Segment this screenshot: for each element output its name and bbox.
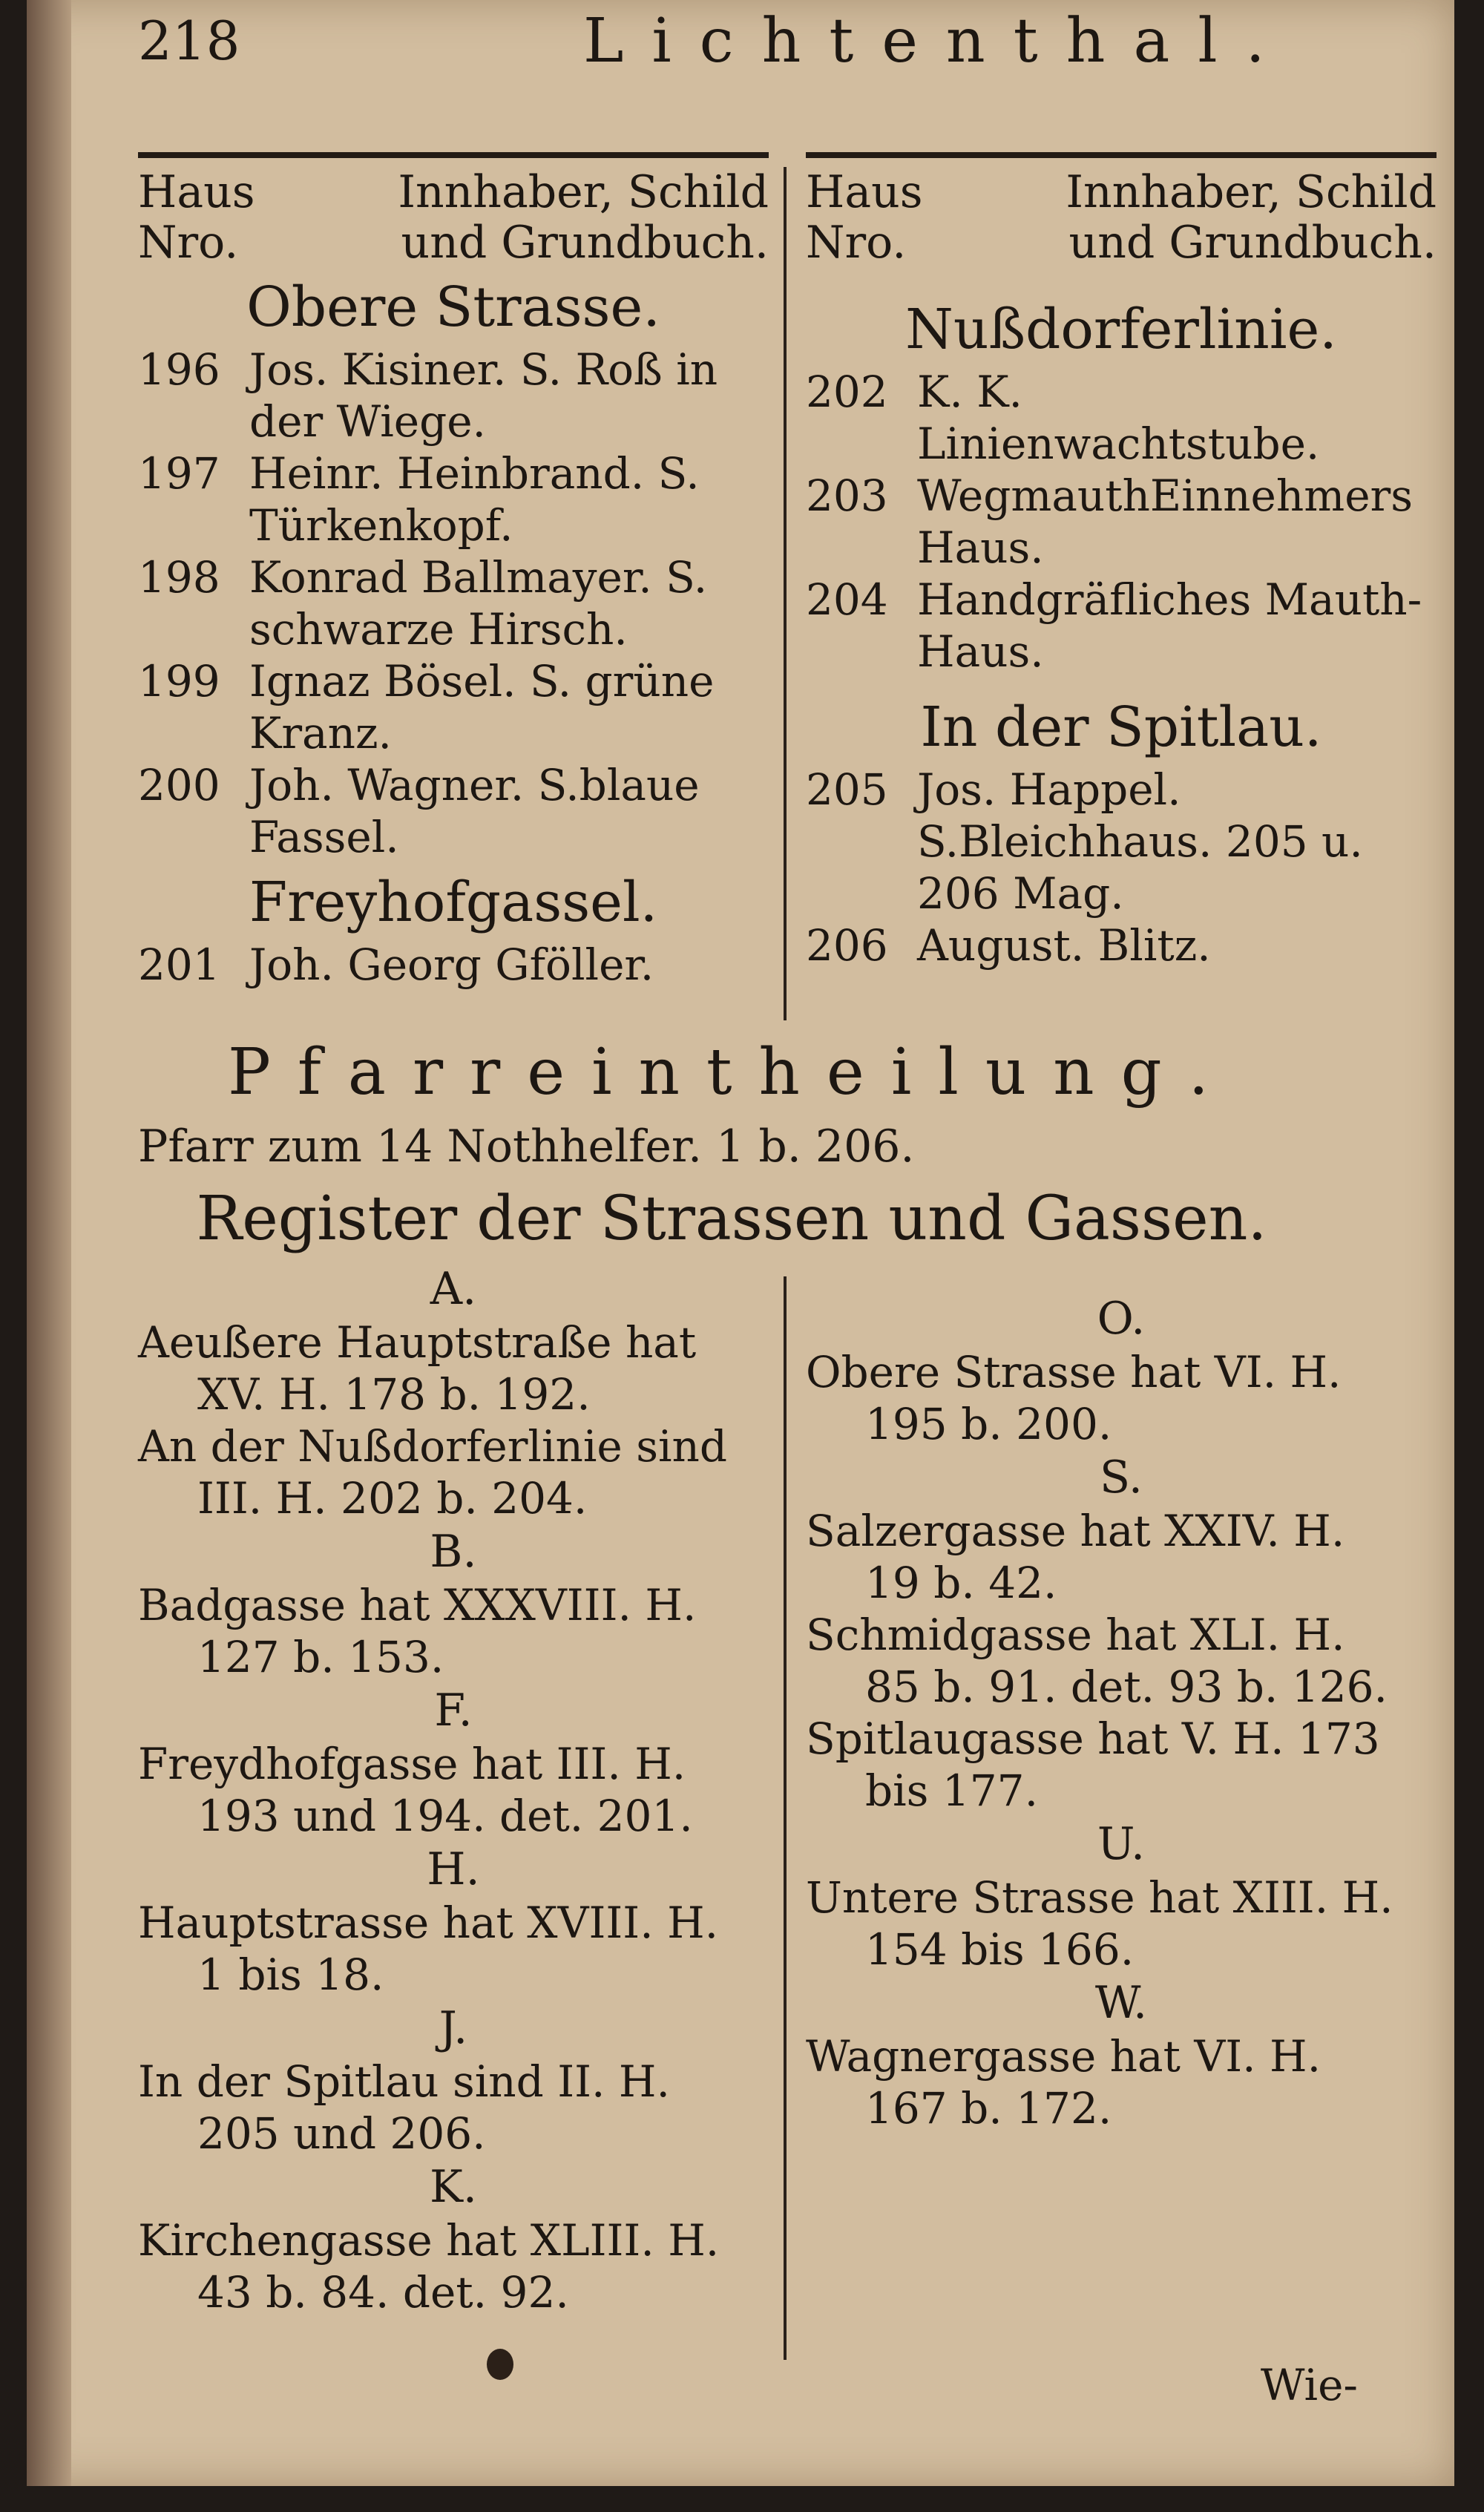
register-entry xyxy=(806,2030,1437,2134)
register-letter: F. xyxy=(434,1685,473,1737)
house-number: 206 xyxy=(806,920,888,971)
house-number: 200 xyxy=(138,760,220,810)
column-head-haus: Haus xyxy=(806,166,923,218)
left-column xyxy=(138,167,769,991)
section-title: Nußdorferlinie. xyxy=(905,298,1337,361)
house-owner: K. K. Linienwachtstube. xyxy=(917,367,1320,469)
register-line: In der Spitlau sind II. H. xyxy=(138,2056,670,2107)
column-head-register: und Grundbuch. xyxy=(1068,217,1437,269)
register-line-cont: 205 und 206. xyxy=(197,2108,486,2159)
register-line: Salzergasse hat XXIV. H. xyxy=(806,1506,1345,1556)
register-line: Obere Strasse hat VI. H. xyxy=(806,1347,1342,1397)
house-entry xyxy=(138,655,769,759)
ink-smudge xyxy=(487,2349,513,2380)
house-entry xyxy=(138,759,769,863)
column-head-owner: Innhaber, Schild xyxy=(1066,166,1437,218)
register-columns xyxy=(138,1262,1444,2390)
page-header xyxy=(138,0,1410,82)
house-owner: Joh. Georg Gföller. xyxy=(249,939,654,990)
house-number: 197 xyxy=(138,448,220,499)
register-line: Spitlaugasse hat V. H. 173 xyxy=(806,1714,1380,1764)
house-number: 198 xyxy=(138,552,220,603)
register-entry xyxy=(806,1346,1437,1450)
register-entry xyxy=(806,1872,1437,1975)
register-letter: W. xyxy=(1094,1977,1148,2029)
register-line-cont: III. H. 202 b. 204. xyxy=(197,1473,588,1524)
register-line: An der Nußdorferlinie sind xyxy=(138,1421,727,1472)
parish-heading: Pfarreintheilung. xyxy=(228,1035,1235,1109)
house-entry xyxy=(806,764,1437,919)
register-left-column xyxy=(138,1262,769,2318)
house-owner: WegmauthEinnehmers Haus. xyxy=(917,470,1414,573)
register-line-cont: 43 b. 84. det. 92. xyxy=(197,2267,569,2318)
section-title: In der Spitlau. xyxy=(920,695,1322,759)
register-entry xyxy=(138,1738,769,1842)
house-number: 204 xyxy=(806,574,888,625)
column-head-nro: Nro. xyxy=(138,217,239,269)
register-entry xyxy=(138,1420,769,1524)
catchword: Wie- xyxy=(1260,2360,1358,2410)
register-line-cont: 19 b. 42. xyxy=(865,1558,1057,1608)
house-entry xyxy=(806,574,1437,678)
register-line-cont: bis 177. xyxy=(865,1765,1039,1816)
book-binding xyxy=(27,0,71,2486)
house-number: 196 xyxy=(138,344,220,395)
house-number: 201 xyxy=(138,939,220,990)
register-right-column xyxy=(806,1262,1437,2134)
register-line-cont: 85 b. 91. det. 93 b. 126. xyxy=(865,1662,1388,1712)
house-owner: Heinr. Heinbrand. S. Türkenkopf. xyxy=(249,448,700,551)
register-letter: B. xyxy=(430,1526,477,1578)
register-line: Kirchengasse hat XLIII. H. xyxy=(138,2215,720,2266)
house-owner: Konrad Ballmayer. S. schwarze Hirsch. xyxy=(249,552,708,655)
house-entry xyxy=(138,344,769,447)
page-number: 218 xyxy=(138,10,240,72)
house-owner: August. Blitz. xyxy=(917,920,1211,971)
register-entry xyxy=(138,1579,769,1683)
register-letter: A. xyxy=(430,1263,477,1315)
register-entry xyxy=(138,1897,769,2001)
register-entry xyxy=(806,1505,1437,1609)
register-line: Badgasse hat XXXVIII. H. xyxy=(138,1580,697,1630)
house-entry xyxy=(138,939,769,991)
column-head-owner: Innhaber, Schild xyxy=(398,166,769,218)
column-head-haus: Haus xyxy=(138,166,255,218)
register-line-cont: 154 bis 166. xyxy=(865,1924,1135,1975)
register-letter: K. xyxy=(430,2161,477,2213)
register-letter: H. xyxy=(427,1843,480,1895)
register-entry xyxy=(138,1316,769,1420)
house-number: 203 xyxy=(806,470,888,521)
register-line: Hauptstrasse hat XVIII. H. xyxy=(138,1898,719,1948)
running-title: Lichtenthal. xyxy=(583,5,1293,76)
register-entry xyxy=(806,1609,1437,1713)
register-line: Wagnergasse hat VI. H. xyxy=(806,2031,1322,2082)
register-line: Freydhofgasse hat III. H. xyxy=(138,1739,686,1789)
book-page xyxy=(27,0,1454,2486)
house-entry xyxy=(806,366,1437,470)
house-entry xyxy=(138,551,769,655)
register-line-cont: 193 und 194. det. 201. xyxy=(197,1791,693,1841)
section-title: Freyhofgassel. xyxy=(249,870,658,934)
house-number: 202 xyxy=(806,367,888,417)
column-head-register: und Grundbuch. xyxy=(401,217,769,269)
register-line-cont: XV. H. 178 b. 192. xyxy=(197,1369,591,1420)
house-number: 205 xyxy=(806,764,888,815)
house-entry xyxy=(806,919,1437,971)
register-entry xyxy=(806,1713,1437,1817)
register-line-cont: 1 bis 18. xyxy=(197,1949,384,2000)
register-letter: O. xyxy=(1097,1293,1146,1345)
register-line-cont: 167 b. 172. xyxy=(865,2083,1112,2134)
house-entry xyxy=(806,470,1437,574)
register-line: Schmidgasse hat XLI. H. xyxy=(806,1610,1345,1660)
register-line-cont: 127 b. 153. xyxy=(197,1632,444,1682)
house-entry xyxy=(138,447,769,551)
top-rule-right xyxy=(806,152,1437,158)
column-head-nro: Nro. xyxy=(806,217,907,269)
top-columns xyxy=(138,167,1444,1035)
column-divider xyxy=(784,1276,787,2360)
column-header xyxy=(806,167,1437,268)
top-rule-left xyxy=(138,152,769,158)
house-owner: Jos. Kisiner. S. Roß in der Wiege. xyxy=(249,344,718,447)
register-letter: J. xyxy=(439,2002,468,2054)
house-owner: Joh. Wagner. S.blaue Fassel. xyxy=(249,760,700,862)
house-owner: Handgräfliches Mauth-Haus. xyxy=(917,574,1422,677)
register-entry xyxy=(138,2214,769,2318)
right-column xyxy=(806,167,1437,971)
house-number: 199 xyxy=(138,656,220,706)
column-header xyxy=(138,167,769,268)
house-owner: Ignaz Bösel. S. grüne Kranz. xyxy=(249,656,715,758)
register-letter: S. xyxy=(1099,1452,1143,1503)
register-heading: Register der Strassen und Gassen. xyxy=(196,1184,1267,1254)
register-line-cont: 195 b. 200. xyxy=(865,1399,1112,1449)
column-divider xyxy=(784,167,787,1020)
register-line: Aeußere Hauptstraße hat xyxy=(138,1317,697,1368)
register-entry xyxy=(138,2056,769,2160)
house-owner: Jos. Happel. S.Bleichhaus. 205 u. 206 Mag. xyxy=(917,764,1363,919)
register-letter: U. xyxy=(1097,1818,1146,1870)
parish-text: Pfarr zum 14 Nothhelfer. 1 b. 206. xyxy=(138,1121,915,1173)
register-line: Untere Strasse hat XIII. H. xyxy=(806,1872,1393,1923)
section-title: Obere Strasse. xyxy=(246,275,660,339)
